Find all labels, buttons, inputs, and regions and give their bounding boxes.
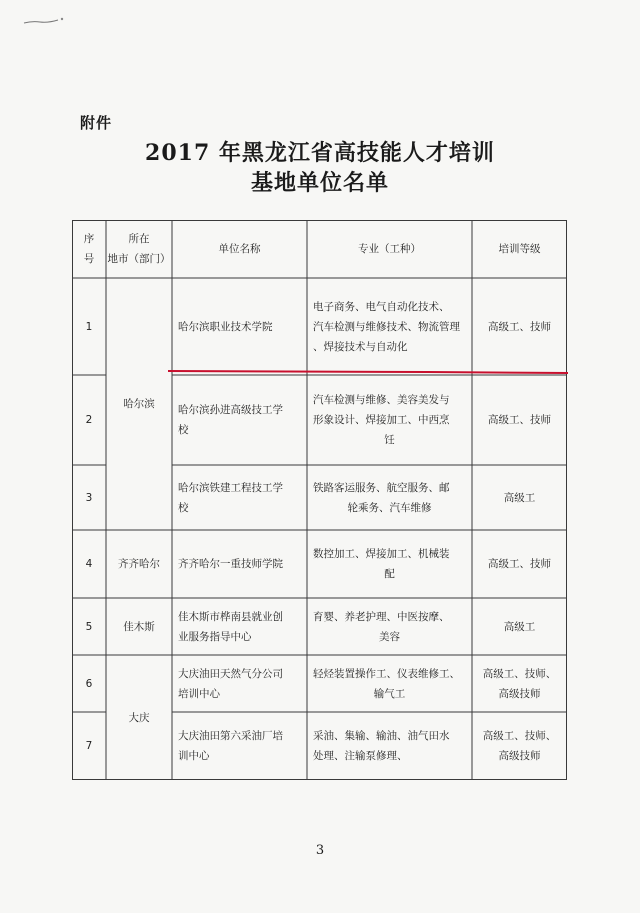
row-level: 高级工 xyxy=(503,620,536,633)
row-seq: 5 xyxy=(85,620,93,633)
row-unit-name: 哈尔滨铁建工程技工学 校 xyxy=(178,481,283,514)
red-annotation-line xyxy=(168,369,568,375)
row-level: 高级工、技师 xyxy=(488,414,551,426)
page-number: 3 xyxy=(315,843,325,858)
city-cell: 佳木斯 xyxy=(123,620,155,633)
row-seq: 3 xyxy=(85,491,93,504)
row-seq: 2 xyxy=(85,414,93,426)
document-title-line2: 基地单位名单 xyxy=(250,170,389,196)
row-unit-name: 大庆油田第六采油厂培 训中心 xyxy=(178,730,283,762)
row-major: 采油、集输、输油、油气田水 处理、注输泵修理、 xyxy=(313,730,450,762)
row-unit-name: 哈尔滨孙进高级技工学 校 xyxy=(178,404,283,436)
row-level: 高级工、技师 xyxy=(488,320,551,333)
row-unit-name: 齐齐哈尔一重技师学院 xyxy=(178,558,283,570)
row-major: 铁路客运服务、航空服务、邮 轮乘务、汽车维修 xyxy=(313,481,450,514)
city-cell: 哈尔滨 xyxy=(123,398,155,410)
city-cell: 大庆 xyxy=(128,711,150,724)
attachment-label: 附件 xyxy=(80,114,113,132)
row-seq: 6 xyxy=(85,677,93,690)
row-seq: 1 xyxy=(85,320,93,333)
row-seq: 4 xyxy=(85,558,93,570)
header-seq: 序 号 xyxy=(83,233,95,265)
header-unit-name: 单位名称 xyxy=(218,243,261,255)
row-level: 高级工 xyxy=(503,491,536,504)
row-level: 高级工、技师、 高级技师 xyxy=(482,730,557,762)
row-major: 轻烃装置操作工、仪表维修工、 输气工 xyxy=(313,667,460,700)
header-level: 培训等级 xyxy=(498,243,541,255)
scan-mark xyxy=(22,14,66,26)
row-major: 育婴、养老护理、中医按摩、 美容 xyxy=(313,610,450,643)
base-unit-table xyxy=(72,220,567,780)
row-seq: 7 xyxy=(85,740,93,752)
row-unit-name: 佳木斯市桦南县就业创 业服务指导中心 xyxy=(178,610,283,643)
row-major: 汽车检测与维修、美容美发与 形象设计、焊接加工、中西烹 饪 xyxy=(313,394,450,446)
row-unit-name: 大庆油田天然气分公司 培训中心 xyxy=(178,667,283,700)
header-city: 所在 地市（部门） xyxy=(107,233,171,265)
row-major: 电子商务、电气自动化技术、 汽车检测与维修技术、物流管理 、焊接技术与自动化 xyxy=(313,300,460,353)
row-unit-name: 哈尔滨职业技术学院 xyxy=(178,320,273,333)
row-level: 高级工、技师 xyxy=(488,558,551,570)
city-cell: 齐齐哈尔 xyxy=(118,558,160,570)
row-level: 高级工、技师、 高级技师 xyxy=(482,667,557,700)
document-title-line1: 2017 年黑龙江省高技能人才培训 xyxy=(145,140,495,166)
row-major: 数控加工、焊接加工、机械装 配 xyxy=(313,548,450,580)
header-major: 专业（工种） xyxy=(358,243,421,255)
